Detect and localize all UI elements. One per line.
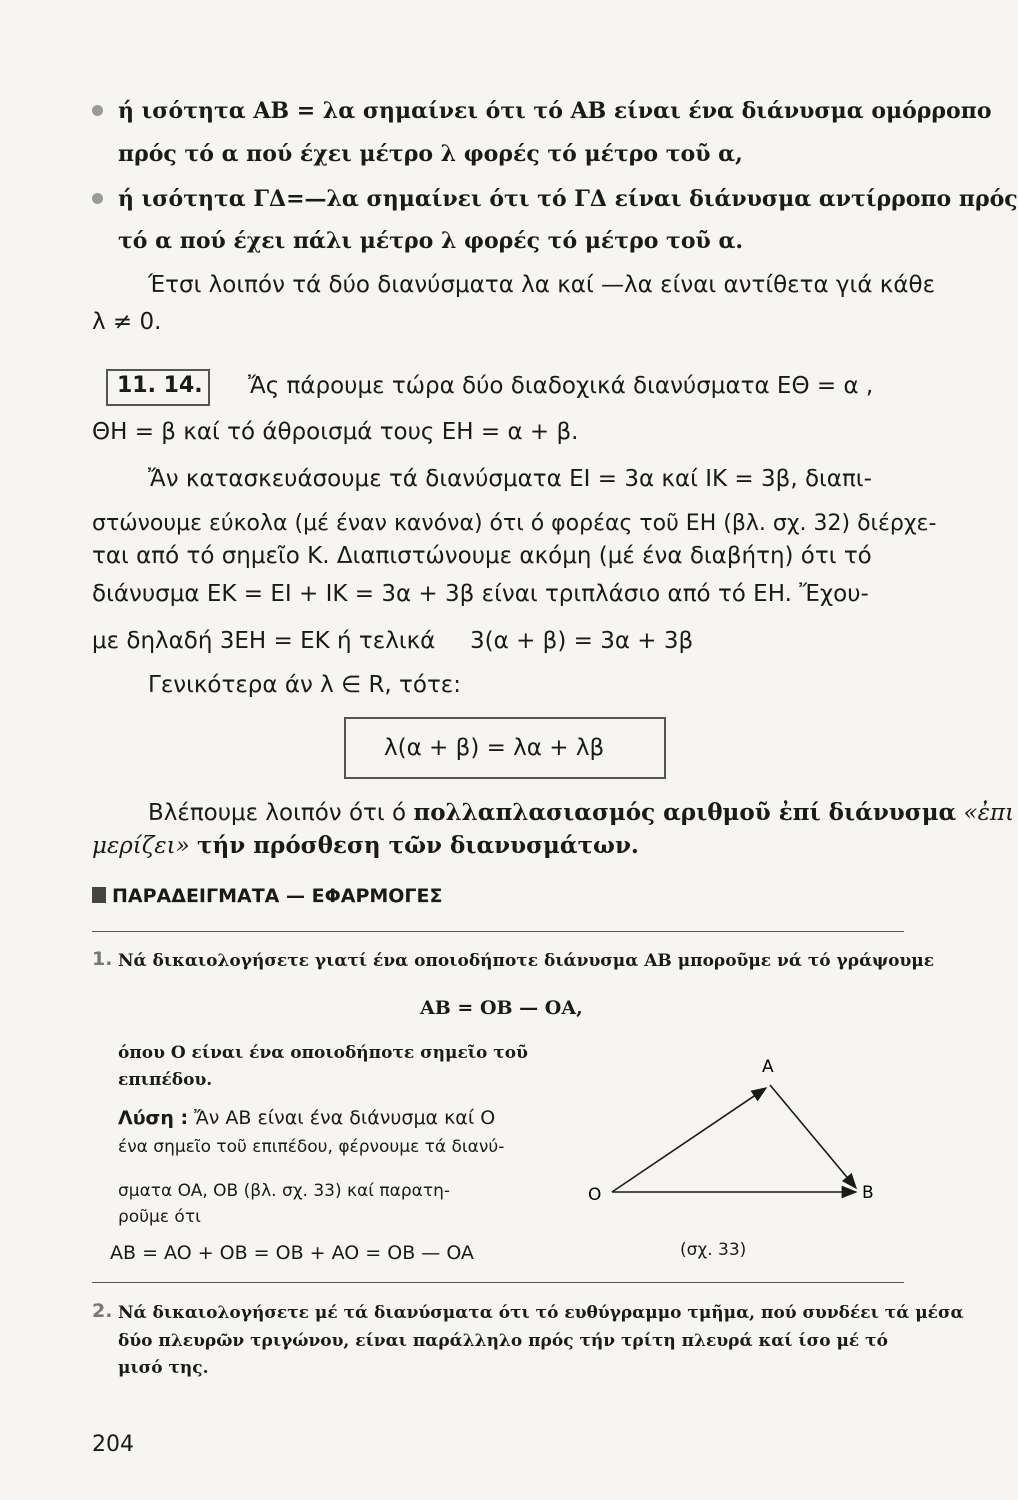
bullet1-line1: ή ισότητα AB = λα σημαίνει ότι τό AB είναι ένα διάνυσμα ομόρροπο (118, 98, 992, 124)
example1-number: 1. (92, 948, 113, 970)
bullet-dot (92, 105, 103, 116)
example1-line2: όπου O είναι ένα οποιοδήποτε σημεῖο τοῦ (118, 1043, 528, 1063)
section-heading (92, 885, 443, 907)
bullet-dot (92, 193, 103, 204)
para5-bold: πολλαπλασιασμός αριθμοῦ ἐπί διάνυσμα (413, 799, 957, 826)
para3-line4: διάνυσμα EK = EI + IK = 3α + 3β είναι τριπλάσιο από τό EH. Ἔχου- (92, 581, 869, 607)
label-B: B (862, 1183, 874, 1203)
heading-text: ΠΑΡΑΔΕΙΓΜΑΤΑ — ΕΦΑΡΜΟΓΕΣ (112, 885, 443, 907)
para3-line5-left: με δηλαδή 3EH = EK ή τελικά (92, 628, 436, 654)
solution-line3: σματα OA, OB (βλ. σχ. 33) καί παρατη- (118, 1181, 450, 1201)
example2-line3: μισό της. (118, 1358, 209, 1378)
para5-line1 (148, 799, 1014, 826)
para1-line1: Έτσι λοιπόν τά δύο διανύσματα λα καί —λα είναι αντίθετα γιά κάθε (148, 272, 936, 298)
section-number: 11. 14. (117, 373, 203, 398)
heading-square-icon (92, 887, 106, 903)
boxed-formula: λ(α + β) = λα + λβ (384, 735, 605, 761)
para3-line1: Ἄν κατασκευάσουμε τά διανύσματα EI = 3α καί IK = 3β, διαπι- (148, 466, 872, 492)
para1-line2: λ ≠ 0. (92, 309, 162, 335)
vector-OA (612, 1088, 766, 1192)
figure-caption: (σχ. 33) (680, 1240, 747, 1260)
para5-line2 (92, 832, 639, 859)
para3-line5-right: 3(α + β) = 3α + 3β (470, 628, 694, 654)
para2-line2: ΘH = β καί τό άθροισμά τους EH = α + β. (92, 419, 579, 445)
para5-text: Βλέπουμε λοιπόν ότι ό (148, 800, 407, 826)
solution-line2: ένα σημεῖο τοῦ επιπέδου, φέρνουμε τά διανύ- (118, 1137, 505, 1157)
example2-line2: δύο πλευρῶν τριγώνου, είναι παράλληλο πρός τήν τρίτη πλευρά καί ίσο μέ τό (118, 1331, 888, 1351)
example-rule (92, 1282, 904, 1283)
bullet2-line2: τό α πού έχει πάλι μέτρο λ φορές τό μέτρο τοῦ α. (118, 228, 744, 254)
para2-line1: Ἄς πάρουμε τώρα δύο διαδοχικά διανύσματα EΘ = α , (248, 373, 874, 399)
example1-line3: επιπέδου. (118, 1070, 213, 1090)
para3-line3: ται από τό σημεῖο K. Διαπιστώνουμε ακόμη (μέ ένα διαβήτη) ότι τό (92, 543, 872, 569)
vector-AB (770, 1085, 856, 1188)
para3-line2: στώνουμε εύκολα (μέ έναν κανόνα) ότι ό φορέας τοῦ EH (βλ. σχ. 32) διέρχε- (92, 511, 937, 536)
para5-bold-cont: τήν πρόσθεση τῶν διανυσμάτων. (197, 832, 639, 859)
para5-italic: «ἐπι (963, 800, 1015, 826)
solution-line1 (118, 1107, 495, 1129)
example2-number: 2. (92, 1300, 113, 1322)
solution-equation: AB = AO + OB = OB + AO = OB — OA (110, 1242, 474, 1264)
para5-italic-cont: μερίζει» (92, 833, 190, 859)
example2-line1: Νά δικαιολογήσετε μέ τά διανύσματα ότι τό ευθύγραμμο τμῆμα, πού συνδέει τά μέσα (118, 1303, 964, 1323)
label-O: O (588, 1185, 602, 1205)
triangle-figure (580, 1050, 900, 1220)
label-A: A (762, 1057, 774, 1077)
example1-line1: Νά δικαιολογήσετε γιατί ένα οποιοδήποτε διάνυσμα AB μποροῦμε νά τό γράψουμε (118, 951, 935, 971)
solution-label: Λύση : (118, 1107, 189, 1129)
bullet2-line1: ή ισότητα ΓΔ=—λα σημαίνει ότι τό ΓΔ είναι διάνυσμα αντίρροπο πρός (118, 186, 1018, 212)
page-number: 204 (92, 1432, 134, 1457)
heading-rule (92, 931, 904, 932)
bullet1-line2: πρός τό α πού έχει μέτρο λ φορές τό μέτρο τοῦ α, (118, 141, 743, 167)
example1-formula: AB = OB — OA, (420, 997, 583, 1019)
solution-line4: ροῦμε ότι (118, 1207, 201, 1227)
para4: Γενικότερα άν λ ∈ R, τότε: (148, 672, 461, 698)
solution-text: Ἄν AB είναι ένα διάνυσμα καί O (194, 1107, 496, 1129)
